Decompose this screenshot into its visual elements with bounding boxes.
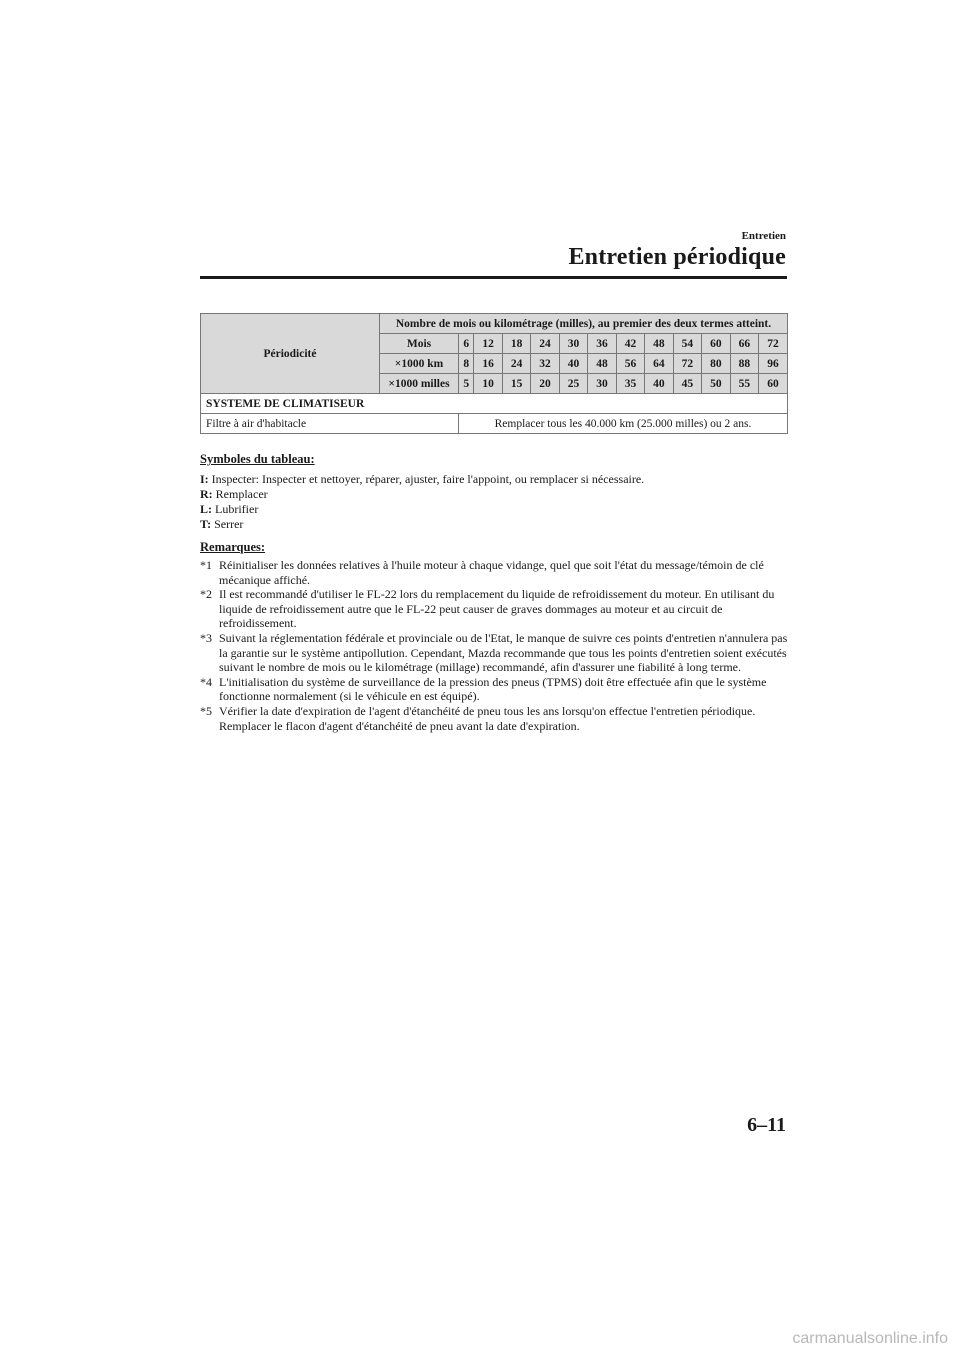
cell: 66: [730, 334, 758, 354]
cell: 12: [474, 334, 502, 354]
maintenance-table: [200, 313, 788, 434]
note-number: *2: [200, 587, 212, 602]
page-number: 6–11: [747, 1114, 786, 1136]
cell: 30: [559, 334, 587, 354]
item-name: Filtre à air d'habitacle: [201, 414, 459, 434]
cell: 15: [502, 374, 530, 394]
legend-key: L:: [200, 502, 212, 516]
note-item: [200, 587, 788, 631]
periodicite-label: Périodicité: [201, 314, 380, 394]
cell: 56: [616, 354, 644, 374]
legend-text: Remplacer: [212, 487, 268, 501]
legend-item: [200, 472, 644, 487]
cell: 60: [759, 374, 788, 394]
row-label: Mois: [380, 334, 459, 354]
note-item: [200, 558, 788, 587]
note-item: [200, 675, 788, 704]
cell: 36: [588, 334, 616, 354]
item-value: Remplacer tous les 40.000 km (25.000 milles) ou 2 ans.: [459, 414, 788, 434]
notes-title: Remarques:: [200, 540, 266, 554]
notes-list: [200, 558, 788, 733]
legend-key: T:: [200, 517, 212, 531]
legend-list: [200, 472, 644, 532]
cell: 80: [702, 354, 730, 374]
cell: 10: [474, 374, 502, 394]
cell: 48: [645, 334, 673, 354]
cell: 20: [531, 374, 559, 394]
legend-item: [200, 487, 644, 502]
cell: 42: [616, 334, 644, 354]
note-text: Vérifier la date d'expiration de l'agent d'étanchéité de pneu tous les ans lorsqu'on effectue l'entretien périodique. Remplacer le flacon d'agent d'étanchéité de pneu avant la date d'expiration.: [219, 703, 756, 733]
cell: 64: [645, 354, 673, 374]
cell: 25: [559, 374, 587, 394]
section-header: Entretien: [741, 230, 786, 242]
cell: 48: [588, 354, 616, 374]
table-row: [201, 414, 788, 434]
note-item: [200, 704, 788, 733]
cell: 24: [531, 334, 559, 354]
page-title: Entretien périodique: [568, 244, 786, 270]
note-text: Réinitialiser les données relatives à l'huile moteur à chaque vidange, quel que soit l'état du message/témoin de clé mécanique affiché.: [219, 558, 764, 587]
note-number: *4: [200, 674, 212, 689]
cell: 60: [702, 334, 730, 354]
cell: 40: [559, 354, 587, 374]
cell: 88: [730, 354, 758, 374]
cell: 8: [459, 354, 474, 374]
legend-item: [200, 502, 644, 517]
note-number: *3: [200, 630, 212, 645]
note-text: Il est recommandé d'utiliser le FL-22 lors du remplacement du liquide de refroidissement du moteur. En utilisant du liquide de refroidissement autre que le FL-22 peut causer de graves dommages au moteur et au circuit de refroidissement.: [219, 587, 775, 631]
row-label: ×1000 km: [380, 354, 459, 374]
cell: 72: [673, 354, 701, 374]
cell: 18: [502, 334, 530, 354]
legend-text: Inspecter: Inspecter et nettoyer, réparer, ajuster, faire l'appoint, ou remplacer si nécessaire.: [208, 472, 645, 486]
cell: 96: [759, 354, 788, 374]
cell: 30: [588, 374, 616, 394]
note-number: *5: [200, 703, 212, 718]
cell: 45: [673, 374, 701, 394]
cell: 40: [645, 374, 673, 394]
note-item: [200, 631, 788, 675]
watermark-link[interactable]: carmanualsonline.info: [792, 1330, 948, 1347]
cell: 55: [730, 374, 758, 394]
legend-key: R:: [200, 487, 213, 501]
cell: 24: [502, 354, 530, 374]
note-text: L'initialisation du système de surveillance de la pression des pneus (TPMS) doit être effectuée afin que le système fonctionne normalement (si le véhicule en est équipé).: [219, 674, 767, 704]
header-divider: [200, 276, 787, 279]
table-top-header: Nombre de mois ou kilométrage (milles), au premier des deux termes atteint.: [380, 314, 788, 334]
cell: 5: [459, 374, 474, 394]
cell: 54: [673, 334, 701, 354]
legend-text: Lubrifier: [212, 502, 259, 516]
note-text: Suivant la réglementation fédérale et provinciale ou de l'Etat, le manque de suivre ces points d'entretien n'annulera pas la garantie sur le système antipollution. Cependant, Mazda recommande que tous les points d'entretien soient exécutés suivant le nombre de mois ou le kilométrage (millage) recommandé, afin d'assurer une fiabilité à long terme.: [219, 630, 788, 675]
cell: 6: [459, 334, 474, 354]
row-label: ×1000 milles: [380, 374, 459, 394]
table-section-title: SYSTEME DE CLIMATISEUR: [201, 394, 788, 414]
legend-item: [200, 517, 644, 532]
cell: 16: [474, 354, 502, 374]
cell: 35: [616, 374, 644, 394]
cell: 72: [759, 334, 788, 354]
cell: 50: [702, 374, 730, 394]
legend-key: I:: [200, 472, 209, 486]
note-number: *1: [200, 558, 212, 572]
legend-title: Symboles du tableau:: [200, 452, 315, 466]
legend-text: Serrer: [211, 517, 244, 531]
cell: 32: [531, 354, 559, 374]
